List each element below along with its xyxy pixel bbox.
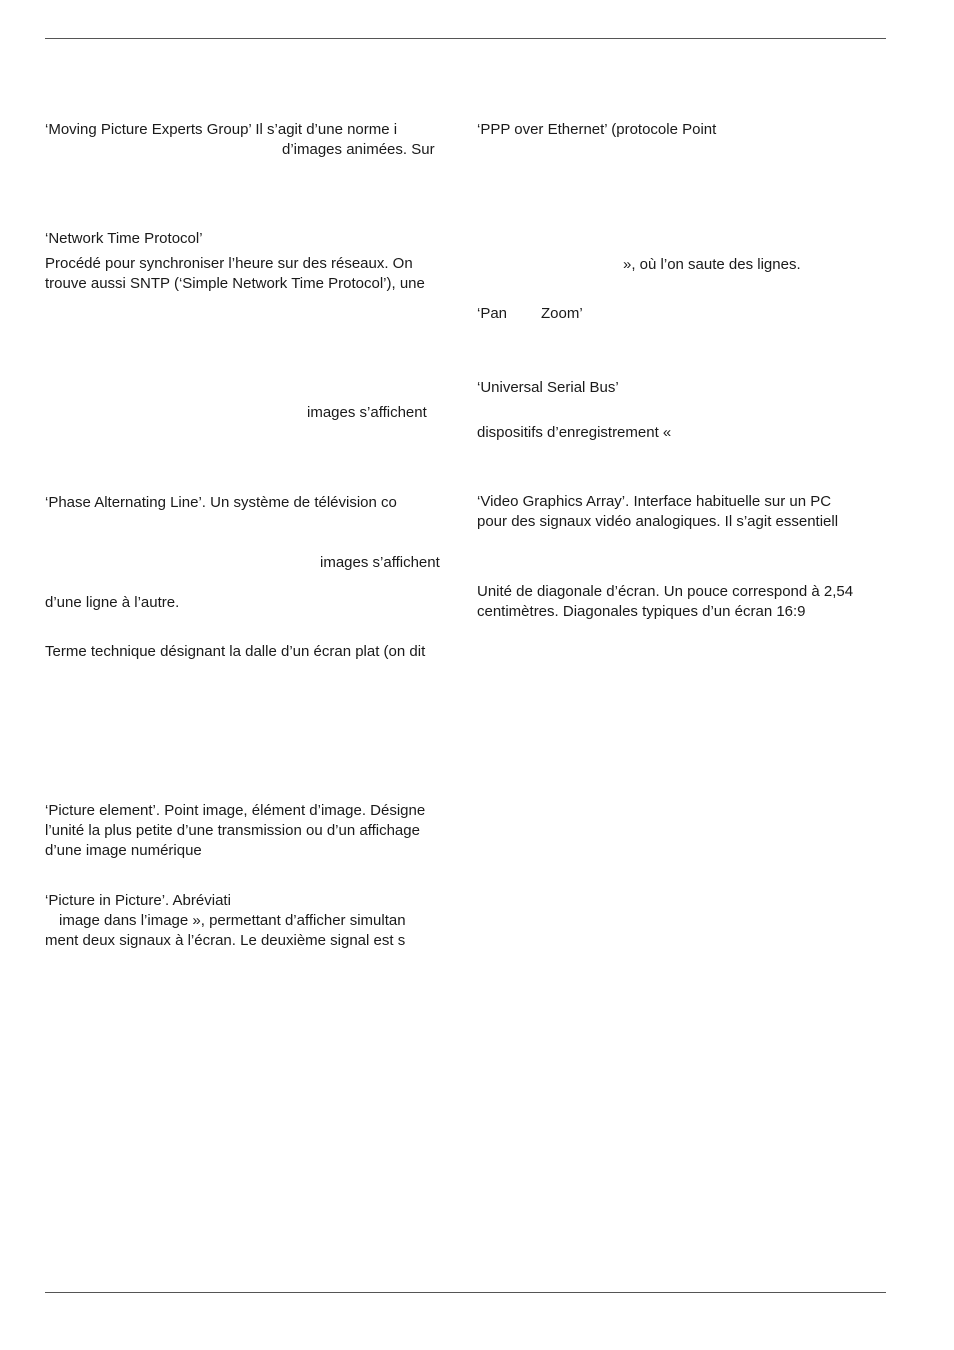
usb-line-2: dispositifs d’enregistrement « [477, 424, 672, 441]
pip-line-1: ‘Picture in Picture’. Abréviati [45, 892, 231, 909]
mpeg-line-1: ‘Moving Picture Experts Group’ Il s’agit d’une norme i [45, 121, 398, 138]
ntp-term: ‘Network Time Protocol’ [45, 230, 203, 247]
images-fragment-2: images s’affichent [320, 554, 440, 571]
vga-line-1: ‘Video Graphics Array’. Interface habituelle sur un PC [477, 493, 832, 510]
pixel-line-1: ‘Picture element’. Point image, élément d’image. Désigne [45, 802, 426, 819]
footer-rule [45, 1292, 886, 1293]
ptz-zoom: Zoom’ [541, 305, 583, 322]
mpeg-line-2: d’images animées. Sur [282, 141, 435, 158]
pppoe-line-1: ‘PPP over Ethernet’ (protocole Point [477, 121, 717, 138]
panel-line-1: Terme technique désignant la dalle d’un écran plat (on dit [45, 643, 426, 660]
pal-line-1: ‘Phase Alternating Line’. Un système de télévision co [45, 494, 397, 511]
interlace-fragment: », où l’on saute des lignes. [623, 256, 801, 273]
ptz-pan: ‘Pan [477, 305, 508, 322]
usb-term: ‘Universal Serial Bus’ [477, 379, 619, 396]
pixel-line-2: l’unité la plus petite d’une transmission ou d’un affichage [45, 822, 420, 839]
inch-line-1: Unité de diagonale d’écran. Un pouce correspond à 2,54 [477, 583, 854, 600]
pal-line-3: d’une ligne à l’autre. [45, 594, 180, 611]
ntp-line-2: trouve aussi SNTP (‘Simple Network Time Protocol’), une [45, 275, 425, 292]
pip-line-2: image dans l’image », permettant d’afficher simultan [59, 912, 406, 929]
pixel-line-3: d’une image numérique [45, 842, 202, 859]
vga-line-2: pour des signaux vidéo analogiques. Il s’agit essentiell [477, 513, 839, 530]
inch-line-2: centimètres. Diagonales typiques d’un écran 16:9 [477, 603, 806, 620]
images-fragment-1: images s’affichent [307, 404, 427, 421]
ntp-line-1: Procédé pour synchroniser l’heure sur des réseaux. On [45, 255, 413, 272]
header-rule [45, 38, 886, 39]
pip-line-3: ment deux signaux à l’écran. Le deuxième signal est s [45, 932, 406, 949]
